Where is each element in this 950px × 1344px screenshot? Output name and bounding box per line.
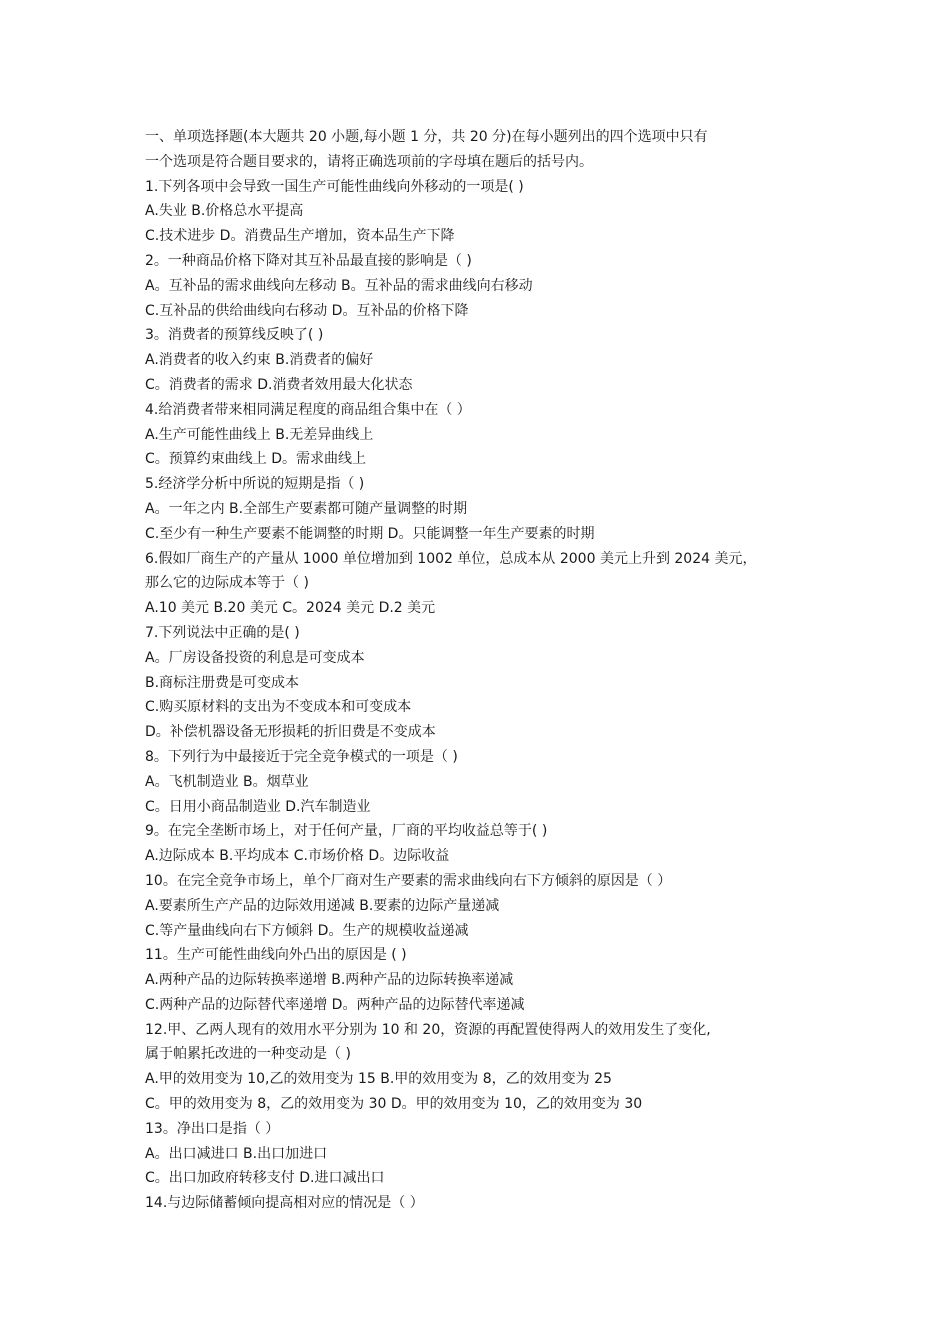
text-line: C.两种产品的边际替代率递增 D。两种产品的边际替代率递减 [145,996,525,1013]
text-line: 12.甲、乙两人现有的效用水平分别为 10 和 20，资源的再配置使得两人的效用发生了变化, [145,1021,711,1038]
text-line: A.10 美元 B.20 美元 C。2024 美元 D.2 美元 [145,600,436,617]
text-line: D。补偿机器设备无形损耗的折旧费是不变成本 [145,724,436,741]
text-line: 1.下列各项中会导致一国生产可能性曲线向外移动的一项是( ) [145,178,524,195]
text-line: C.等产量曲线向右下方倾斜 D。生产的规模收益递减 [145,922,469,939]
text-line: A。厂房设备投资的利息是可变成本 [145,649,365,666]
text-line: C。预算约束曲线上 D。需求曲线上 [145,451,367,468]
text-line: 7.下列说法中正确的是( ) [145,624,300,641]
text-line: C.技术进步 D。消费品生产增加，资本品生产下降 [145,228,455,245]
text-line: 9。在完全垄断市场上，对于任何产量，厂商的平均收益总等于( ) [145,823,548,840]
text-line: C。甲的效用变为 8，乙的效用变为 30 D。甲的效用变为 10，乙的效用变为 30 [145,1096,643,1113]
text-line: A.边际成本 B.平均成本 C.市场价格 D。边际收益 [145,848,450,865]
text-line: C.购买原材料的支出为不变成本和可变成本 [145,699,412,716]
text-line: C。消费者的需求 D.消费者效用最大化状态 [145,376,413,393]
text-line: A。出口减进口 B.出口加进口 [145,1145,328,1162]
text-line: 6.假如厂商生产的产量从 1000 单位增加到 1002 单位，总成本从 2000 美元上升到 2024 美元， [145,550,757,567]
text-line: A。一年之内 B.全部生产要素都可随产量调整的时期 [145,500,468,517]
text-line: 一个选项是符合题目要求的，请将正确选项前的字母填在题后的括号内。 [145,153,593,170]
text-line: 属于帕累托改进的一种变动是（ ) [145,1046,351,1063]
text-line: B.商标注册费是可变成本 [145,674,300,691]
text-line: 10。在完全竞争市场上，单个厂商对生产要素的需求曲线向右下方倾斜的原因是（ ） [145,872,672,889]
text-line: C.至少有一种生产要素不能调整的时期 D。只能调整一年生产要素的时期 [145,525,595,542]
text-line: A。互补品的需求曲线向左移动 B。互补品的需求曲线向右移动 [145,277,533,294]
document-body [145,125,820,1216]
text-line: C。日用小商品制造业 D.汽车制造业 [145,798,371,815]
text-line: A.要素所生产产品的边际效用递减 B.要素的边际产量递减 [145,897,500,914]
text-line: 2。一种商品价格下降对其互补品最直接的影响是（ ) [145,252,472,269]
text-line: 那么它的边际成本等于（ ) [145,575,309,592]
text-line: A.甲的效用变为 10,乙的效用变为 15 B.甲的效用变为 8，乙的效用变为 25 [145,1071,612,1088]
text-line: 3。消费者的预算线反映了( ) [145,327,324,344]
text-line: C.互补品的供给曲线向右移动 D。互补品的价格下降 [145,302,469,319]
text-line: 14.与边际储蓄倾向提高相对应的情况是（ ） [145,1195,424,1212]
text-line: A。飞机制造业 B。烟草业 [145,773,309,790]
text-line: 5.经济学分析中所说的短期是指（ ) [145,476,365,493]
text-line: 一、单项选择题(本大题共 20 小题,每小题 1 分，共 20 分)在每小题列出的四个选项中只有 [145,129,708,145]
text-line: A.失业 B.价格总水平提高 [145,203,304,220]
text-line: A.两种产品的边际转换率递增 B.两种产品的边际转换率递减 [145,972,514,989]
text-line: A.消费者的收入约束 B.消费者的偏好 [145,352,374,369]
text-line: 11。生产可能性曲线向外凸出的原因是 ( ) [145,947,407,964]
text-line: 13。净出口是指（ ） [145,1120,280,1137]
text-line: C。出口加政府转移支付 D.进口减出口 [145,1170,385,1187]
text-line: A.生产可能性曲线上 B.无差异曲线上 [145,426,374,443]
text-line: 4.给消费者带来相同满足程度的商品组合集中在（ ） [145,401,471,418]
text-line: 8。下列行为中最接近于完全竞争模式的一项是（ ) [145,748,458,765]
